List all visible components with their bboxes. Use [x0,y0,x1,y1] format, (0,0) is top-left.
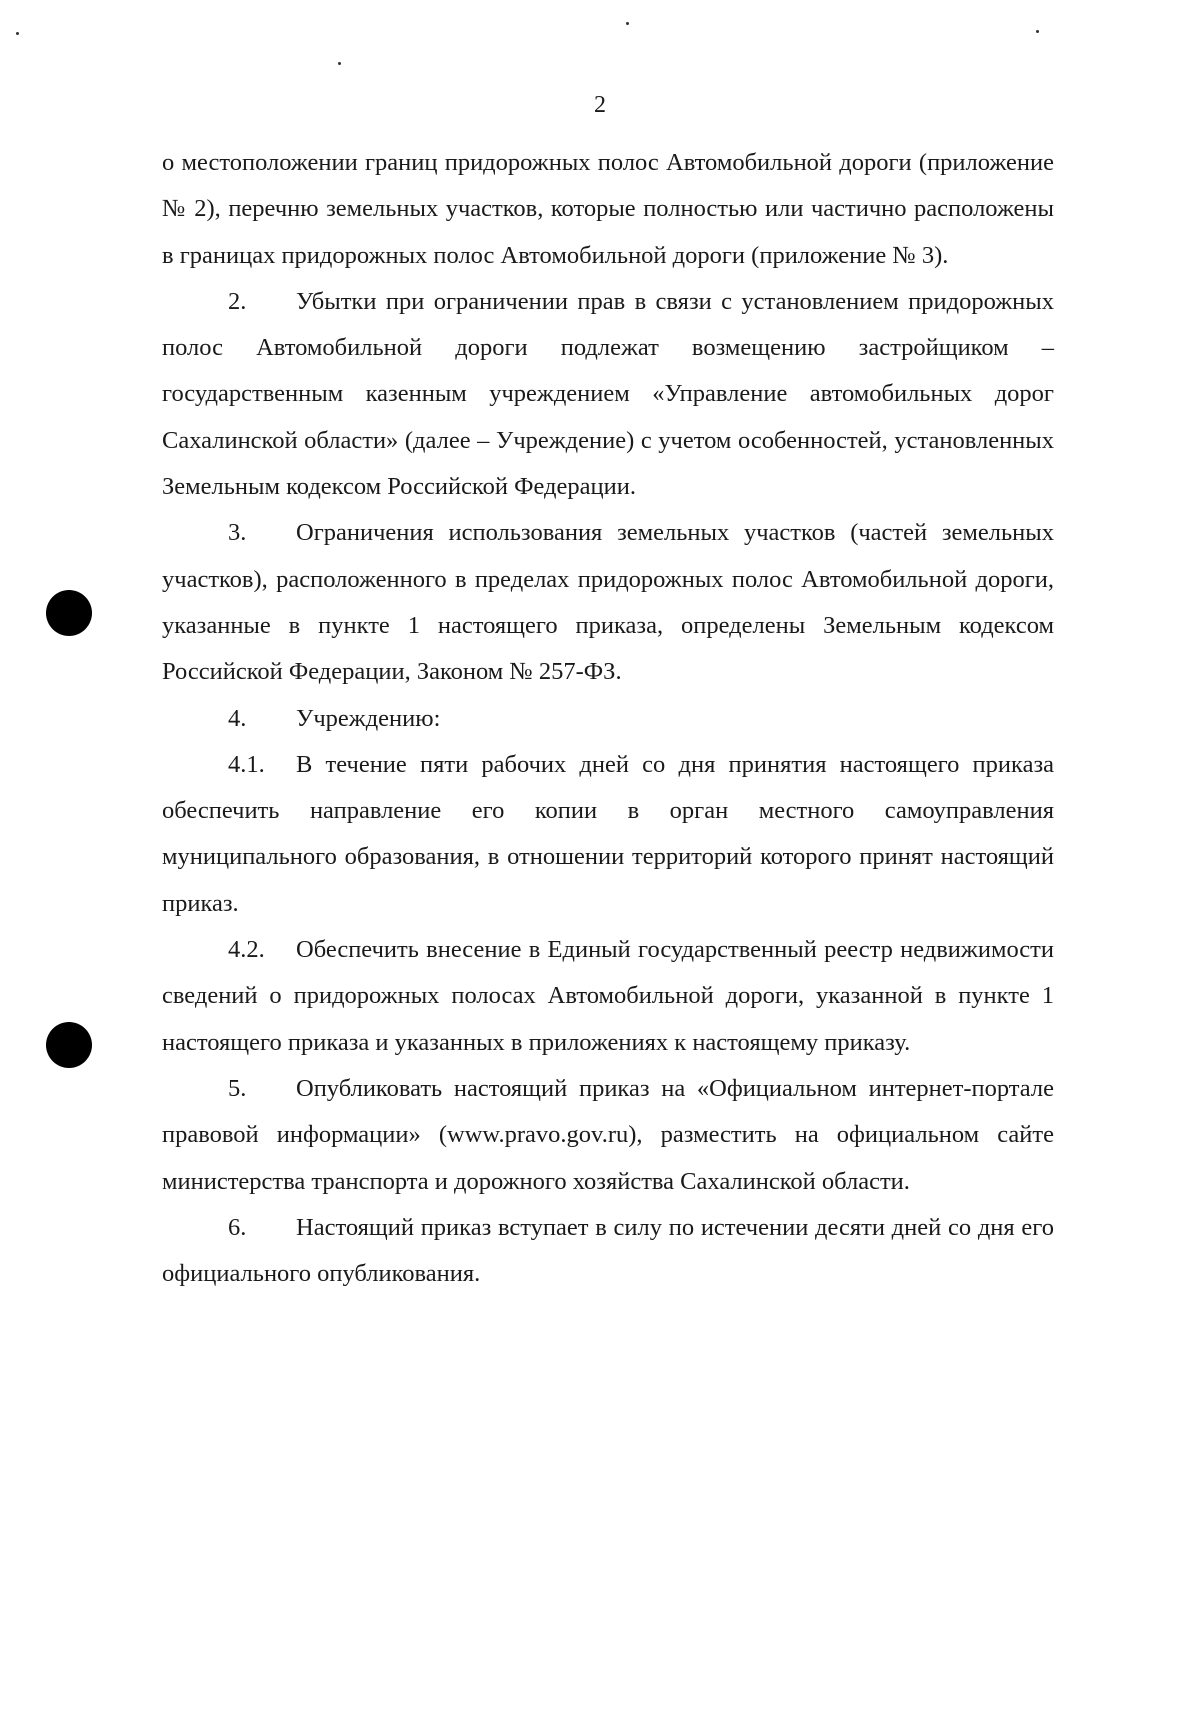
punch-hole-mark [46,590,92,636]
scan-speck [626,22,629,25]
scan-speck [338,62,341,65]
punch-hole-mark [46,1022,92,1068]
paragraph-text: Опубликовать настоящий приказ на «Официальном интернет-портале правовой информации» (www.pravo.gov.ru), разместить на официальном сайте министерства транспорта и дорожного хозяйства Сахалинской области. [162,1074,1054,1195]
paragraph-continuation [162,140,1054,279]
scan-speck [1036,30,1039,33]
scan-speck [16,32,19,35]
paragraph-number: 2. [228,287,247,315]
paragraph-number: 6. [228,1213,247,1241]
paragraph-item-4 [162,696,1054,742]
paragraph-item-4-1 [162,742,1054,927]
paragraph-text: В течение пяти рабочих дней со дня принятия настоящего приказа обеспечить направление его копии в орган местного самоуправления муниципального образования, в отношении территорий которого принят настоящий приказ. [162,750,1054,917]
paragraph-text: Учреждению: [296,704,441,732]
paragraph-number: 4.2. [228,936,265,964]
document-body [162,140,1054,1297]
paragraph-text: Настоящий приказ вступает в силу по истечении десяти дней со дня его официального опубликования. [162,1213,1054,1288]
paragraph-number: 5. [228,1074,247,1102]
page-number: 2 [594,92,606,118]
paragraph-number: 4. [228,704,247,732]
paragraph-item-5 [162,1066,1054,1205]
paragraph-text: Убытки при ограничении прав в связи с установлением придорожных полос Автомобильной дороги подлежат возмещению застройщиком – государственным казенным учреждением «Управление автомобильных дорог Сахалинской области» (далее – Учреждение) с учетом особенностей, установленных Земельным кодексом Российской Федерации. [162,287,1054,501]
paragraph-item-2 [162,279,1054,510]
paragraph-text: Ограничения использования земельных участков (частей земельных участков), расположенного в пределах придорожных полос Автомобильной дороги, указанные в пункте 1 настоящего приказа, определены Земельным кодексом Российской Федерации, Законом № 257-ФЗ. [162,519,1054,686]
paragraph-number: 3. [228,519,247,547]
paragraph-item-4-2 [162,927,1054,1066]
paragraph-item-3 [162,510,1054,695]
paragraph-item-6 [162,1205,1054,1298]
paragraph-text: Обеспечить внесение в Единый государственный реестр недвижимости сведений о придорожных полосах Автомобильной дороги, указанной в пункте 1 настоящего приказа и указанных в приложениях к настоящему приказу. [162,936,1054,1056]
paragraph-text: о местоположении границ придорожных полос Автомобильной дороги (приложение № 2), перечню земельных участков, которые полностью или частично расположены в границах придорожных полос Автомобильной дороги (приложение № 3). [162,149,1054,269]
paragraph-number: 4.1. [228,750,265,778]
